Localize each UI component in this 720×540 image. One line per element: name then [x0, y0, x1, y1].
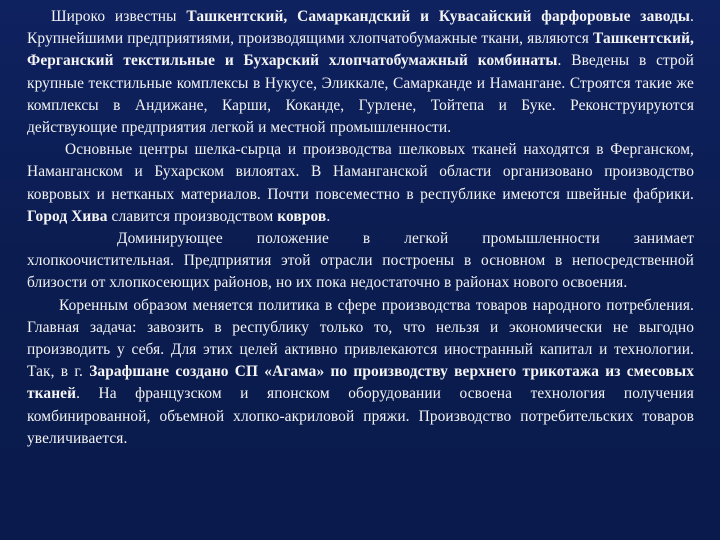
- text-run-bold: ковров: [277, 207, 327, 225]
- text-run-bold: Ташкентский, Ферганский текстильные и Бухарский хлопчатобумажный комбинаты: [27, 30, 694, 70]
- text-run: . Введены в строй крупные текстильные комплексы в Нукусе, Эликкале, Самарканде и Намангане. Строятся такие же комплексы в Андижане, Карши, Коканде, Гурлене, Тойтепа и Буке. Реконструируются действующие предприятия легкой и местной промышленности.: [27, 52, 694, 137]
- text-run: Доминирующее положение в легкой промышленности занимает хлопкоочистительная. Предприятия этой отрасли построены в основном в непосредственной близости от хлопкосеющих районов, но их пока недостаточно в районах нового освоения.: [27, 230, 694, 292]
- paragraph-consumer-goods: [27, 295, 694, 450]
- text-run-bold: Ташкентский, Самаркандский и Кувасайский фарфоровые заводы: [186, 8, 691, 25]
- text-run: . Крупнейшими предприятиями, производящими хлопчатобумажные ткани, являются: [27, 8, 694, 48]
- paragraph-silk-carpets: [27, 139, 694, 228]
- text-run: . На французском и японском оборудовании освоена технология получения комбинированной, объемной хлопко-акриловой пряжи. Производство потребительских товаров увеличивается.: [27, 385, 694, 447]
- paragraph-cotton-ginning: [27, 228, 694, 295]
- text-run: Широко известны: [51, 8, 187, 25]
- text-run: .: [326, 207, 331, 225]
- text-run: славится производством: [107, 207, 278, 225]
- text-run-bold: Зарафшане создано СП «Агама» по производству верхнего трикотажа из смесовых тканей: [27, 363, 694, 403]
- paragraph-porcelain-textile: [27, 6, 694, 139]
- text-run-bold: Город Хива: [27, 207, 108, 225]
- text-run: Основные центры шелка-сырца и производства шелковых тканей находятся в Ферганском, Наманганском и Бухарском вилоятах. В Наманганской области организовано производство ковровых и нетканых материалов. Почти повсеместно в республике имеются швейные фабрики.: [27, 141, 694, 203]
- text-run: Коренным образом меняется политика в сфере производства товаров народного потребления. Главная задача: завозить в республику только то, что нельзя и экономически не выгодно производить у себя. Для этих целей активно привлекаются иностранный капитал и технологии. Так, в г.: [27, 296, 694, 381]
